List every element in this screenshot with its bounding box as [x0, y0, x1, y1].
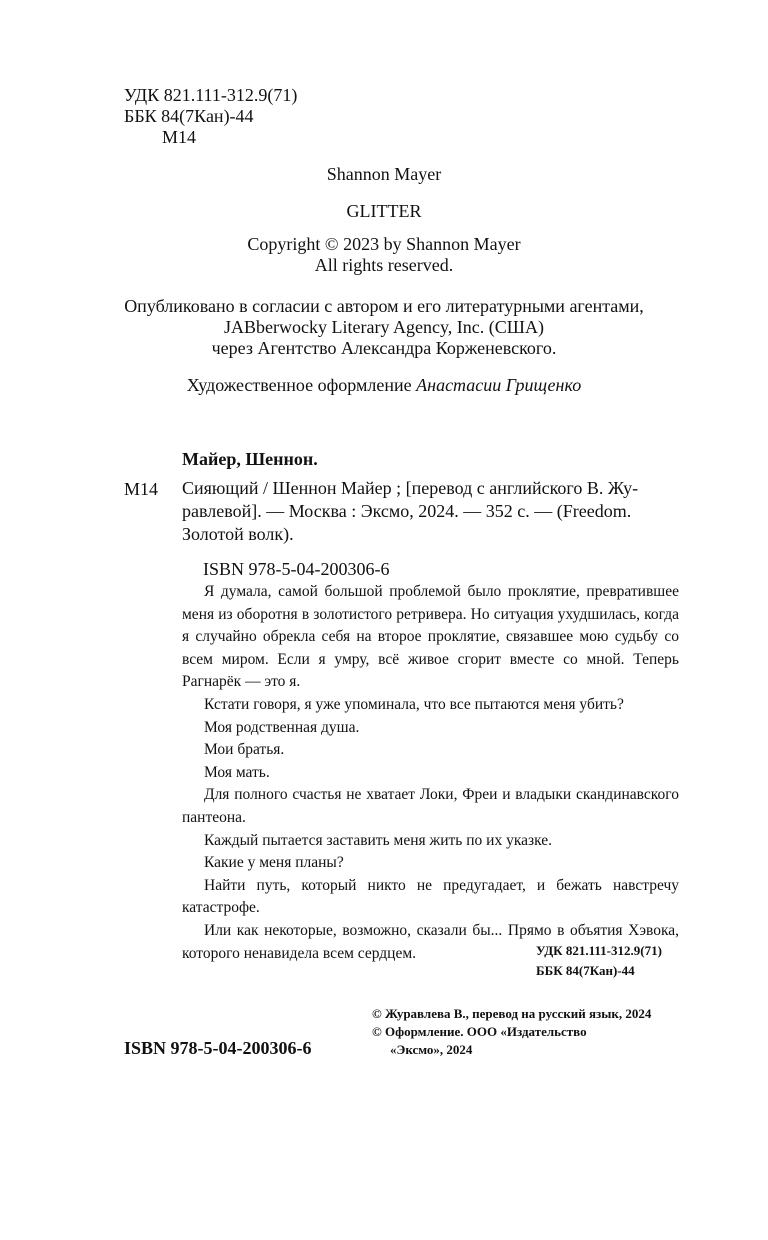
copyright-design: © Оформление. ООО «Издательство	[372, 1024, 587, 1039]
annotation-bbk: ББК 84(7Кан)-44	[536, 963, 635, 978]
original-author: Shannon Mayer	[326, 164, 442, 184]
catalog-line-2: равлевой]. — Москва : Эксмо, 2024. — 352 с. — (Freedom.	[182, 501, 632, 521]
annotation-udk: УДК 821.111-312.9(71)	[536, 943, 662, 958]
annotation-paragraph: Кстати говоря, я уже упоминала, что все пытаются меня убить?	[204, 695, 624, 713]
annotation-paragraph: Для полного счастья не хватает Локи, Фреи и владыки скандинавского пантеона.	[182, 786, 679, 826]
annotation-paragraph: Мои братья.	[204, 741, 285, 759]
art-credit-artist: Анастасии Грищенко	[416, 375, 582, 395]
annotation-paragraph: Или как некоторые, возможно, сказали бы... Прямо в объятия Хэвока, которого ненавидела всем сердцем.	[182, 921, 679, 962]
art-credit-prefix: Художественное оформление	[186, 375, 412, 395]
catalog-author-mark: М14	[124, 479, 159, 499]
udk-code: УДК 821.111-312.9(71)	[124, 85, 298, 105]
catalog-line-3: Золотой волк).	[182, 524, 294, 544]
annotation-paragraph: Найти путь, который никто не предугадает, и бежать навстречу катастрофе.	[182, 876, 679, 917]
annotation-paragraph: Моя мать.	[204, 763, 270, 781]
rights-line: All rights reserved.	[314, 255, 454, 275]
catalog-isbn: ISBN 978-5-04-200306-6	[203, 559, 390, 579]
annotation-paragraph: Я думала, самой большой проблемой было проклятие, превратившее меня из оборотня в золотистого ретривера. Но ситуация ухудшилась, когда я случайно обрекла себя на второе проклятие, связавшее мою судьбу со всем миром. Если я умру, всё живое сгорит вместе со мной. Теперь Рагнарёк — это я.	[182, 583, 679, 691]
footer-isbn: ISBN 978-5-04-200306-6	[124, 1038, 312, 1058]
annotation-paragraph: Какие у меня планы?	[204, 854, 344, 872]
original-title: GLITTER	[346, 201, 422, 221]
annotation-paragraph: Каждый пытается заставить меня жить по их указке.	[204, 831, 553, 849]
copyright-line: Copyright © 2023 by Shannon Mayer	[247, 234, 521, 254]
publication-line-1: Опубликовано в согласии с автором и его литературными агентами,	[124, 296, 644, 316]
catalog-line-1: Сияющий / Шеннон Майер ; [перевод с английского В. Жу-	[182, 478, 639, 498]
catalog-heading: Майер, Шеннон.	[182, 449, 318, 469]
art-credit	[0, 374, 768, 396]
publication-line-2: JABberwocky Literary Agency, Inc. (США)	[224, 317, 544, 337]
publication-line-3: через Агентство Александра Корженевского.	[211, 338, 557, 358]
author-mark: М14	[162, 127, 197, 147]
copyright-design-cont: «Эксмо», 2024	[390, 1042, 473, 1057]
annotation	[182, 581, 679, 965]
copyright-translation: © Журавлева В., перевод на русский язык, 2024	[372, 1006, 652, 1021]
annotation-paragraph: Моя родственная душа.	[204, 718, 360, 736]
bbk-code: ББК 84(7Кан)-44	[124, 106, 254, 126]
